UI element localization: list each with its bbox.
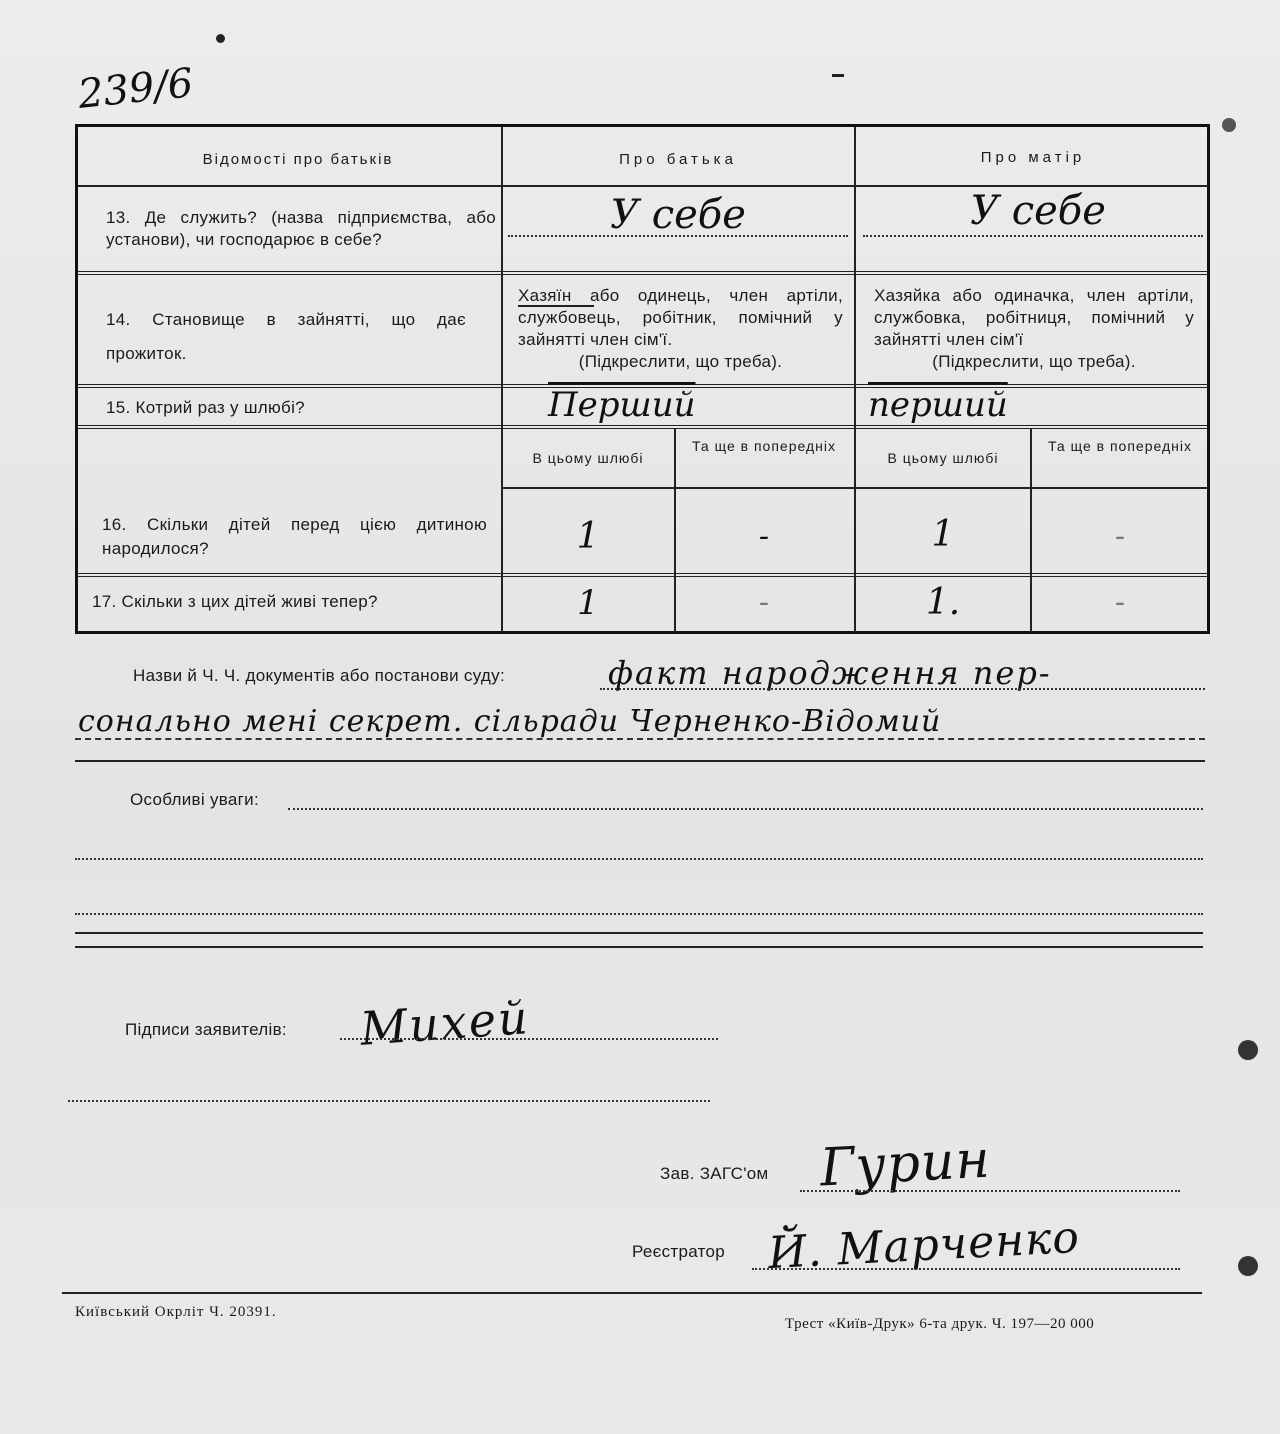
- row17-father-previous: -: [758, 585, 770, 620]
- row17-father-current: 1: [577, 583, 599, 623]
- parents-info-table: [75, 124, 1210, 634]
- row17-label: 17. Скільки з цих дітей живі тепер?: [92, 592, 378, 611]
- signature-line: [68, 1100, 710, 1102]
- row16-mother-previous: -: [1114, 519, 1126, 554]
- row16-mother-current: 1: [931, 514, 955, 555]
- binding-hole: [1238, 1040, 1258, 1060]
- header-father: Про батька: [619, 151, 737, 168]
- head-label: Зав. ЗАГС'ом: [660, 1164, 769, 1183]
- row16-father-current: 1: [576, 516, 600, 557]
- fill-line: [75, 760, 1205, 762]
- row13-label: 13. Де служить? (назва підприємства, або установи), чи господарює в себе?: [106, 208, 496, 249]
- ink-spot: [216, 34, 225, 43]
- row-divider: [78, 271, 1208, 275]
- header-parents-info: Відомості про батьків: [202, 151, 394, 168]
- signature-line: [752, 1268, 1180, 1270]
- row14-mother-note: (Підкреслити, що треба).: [932, 352, 1136, 371]
- subheader-mother-previous: Та ще в попередніх: [1048, 438, 1192, 454]
- row13-father-value: У себе: [610, 192, 746, 238]
- corner-note: 239/6: [75, 60, 196, 118]
- fill-line: [863, 235, 1203, 237]
- subheader-mother-current: В цьому шлюбі: [887, 450, 999, 466]
- row15-label: 15. Котрий раз у шлюбі?: [106, 398, 305, 417]
- row-divider: [78, 425, 1208, 429]
- documents-label: Назви й Ч. Ч. документів або постанови суду:: [133, 666, 505, 685]
- column-divider: [1030, 429, 1032, 632]
- remarks-line: [75, 932, 1203, 934]
- row15-mother-value: перший: [868, 385, 1008, 425]
- fill-line: [508, 235, 848, 237]
- header-mother: Про матір: [980, 149, 1086, 166]
- row-divider: [501, 487, 1208, 489]
- applicant-signature: Михей: [358, 990, 532, 1056]
- documents-line1: факт народження пер-: [608, 654, 1052, 692]
- column-divider: [674, 429, 676, 632]
- remarks-line: [75, 913, 1203, 915]
- row14-mother-options: Хазяйка або одиначка, член артіли, службовка, робітниця, помічний у зайнятті член сім'ї: [874, 286, 1194, 349]
- row14-father-note: (Підкреслити, що треба).: [578, 352, 783, 371]
- signature-line: [340, 1038, 718, 1040]
- row13-mother-value: У себе: [970, 188, 1106, 234]
- head-signature: Гурин: [818, 1129, 993, 1199]
- column-divider: [501, 127, 503, 632]
- subheader-father-previous: Та ще в попередніх: [692, 438, 836, 454]
- remarks-line: [75, 858, 1203, 860]
- subheader-father-current: В цьому шлюбі: [532, 450, 644, 466]
- registrar-label: Реєстратор: [632, 1242, 726, 1261]
- documents-line2: сонально мені секрет. сільради Черненко-Відомий: [78, 704, 942, 739]
- row14-father-options: Хазяїн або одинець, член артіли, службовець, робітник, помічний у зайнятті член сім'ї.: [518, 286, 843, 349]
- registrar-signature: Й. Марченко: [766, 1211, 1082, 1280]
- footer-printer-right: Трест «Київ-Друк» 6-та друк. Ч. 197—20 000: [785, 1316, 1095, 1332]
- signature-line: [800, 1190, 1180, 1192]
- row-divider: [78, 573, 1208, 577]
- row15-father-value: Перший: [548, 385, 696, 425]
- footer-rule: [62, 1292, 1202, 1294]
- underline-mark: [518, 305, 594, 307]
- column-divider: [854, 127, 856, 632]
- row16-label: 16. Скільки дітей перед цією дитиною народилося?: [102, 515, 487, 558]
- remarks-line: [75, 946, 1203, 948]
- fill-line: [600, 688, 1205, 690]
- footer-printer-left: Київський Окрліт Ч. 20391.: [75, 1304, 277, 1320]
- ink-mark: [832, 74, 844, 77]
- row17-mother-current: 1.: [925, 582, 961, 623]
- row16-father-previous: -: [758, 519, 770, 554]
- remarks-label: Особливі уваги:: [130, 790, 260, 809]
- binding-hole: [1222, 118, 1236, 132]
- row14-label: 14. Становище в зайнятті, що дає прожиток.: [106, 310, 466, 363]
- applicants-signature-label: Підписи заявителів:: [125, 1020, 287, 1039]
- remarks-line: [288, 808, 1203, 810]
- binding-hole: [1238, 1256, 1258, 1276]
- row17-mother-previous: -: [1114, 585, 1126, 620]
- fill-line: [75, 738, 1205, 740]
